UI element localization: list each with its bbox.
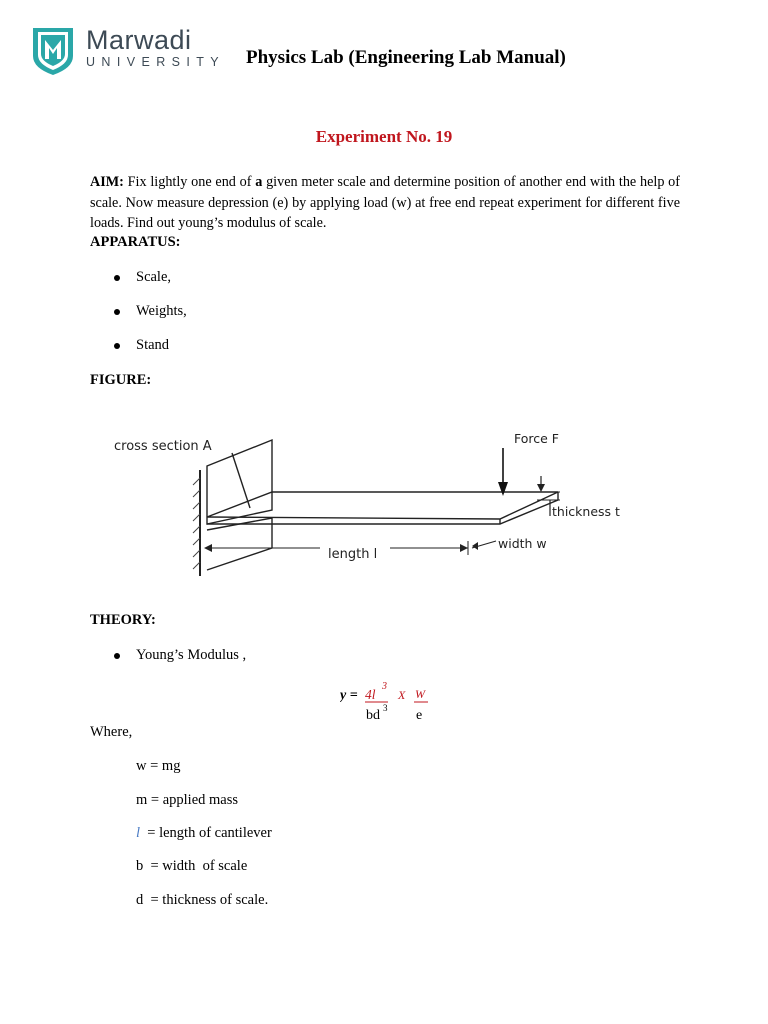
formula-den1: bd [366,708,380,723]
aim-label: AIM: [90,174,124,190]
formula-num2: W [415,687,425,701]
width-label: width w [498,536,547,551]
definition-row: w = mg [136,758,181,774]
figure-label: FIGURE: [90,372,152,388]
formula-num1-exp: 3 [382,681,387,692]
university-logo-icon [30,26,76,76]
brand-block [86,26,225,69]
aim-paragraph [90,172,680,234]
list-item: Weights, [136,303,187,320]
where-label: Where, [90,724,133,740]
definition-row: d = thickness of scale. [136,892,269,908]
apparatus-label: APPARATUS: [90,234,181,250]
definition-row: b = width of scale [136,858,248,874]
formula-den2: e [416,708,423,723]
cantilever-figure [100,398,640,584]
aim-text-1: Fix lightly one end of [123,174,256,190]
cross-section-label: cross section A [114,439,212,454]
force-label: Force F [514,431,559,446]
formula-den1-exp: 3 [383,703,388,713]
brand-subtitle: UNIVERSITY [86,55,226,69]
formula-lhs: y = [340,688,358,703]
definition-row: m = applied mass [136,792,239,808]
list-item: Scale, [136,269,171,286]
aim-bold-word: a [255,174,263,190]
list-item: Young’s Modulus , [136,647,246,664]
brand-name: Marwadi [86,25,192,55]
list-item: Stand [136,337,169,354]
definition-row: l = length of cantilever [136,825,272,841]
experiment-title: Experiment No. 19 [315,127,453,146]
length-label: length l [328,547,378,562]
thickness-label: thickness t [552,504,620,519]
theory-label: THEORY: [90,612,156,628]
youngs-modulus-formula [340,678,450,724]
aim-text-2: given meter scale and determine position of another end with the help of scale. Now measure depression (e) by applying load (w) at free end repeat experiment for different five loads. Find out young’s modulus of scale. [90,174,680,231]
formula-times: X [398,688,406,702]
manual-title: Physics Lab (Engineering Lab Manual) [246,47,566,68]
formula-num1: 4l [365,687,376,702]
